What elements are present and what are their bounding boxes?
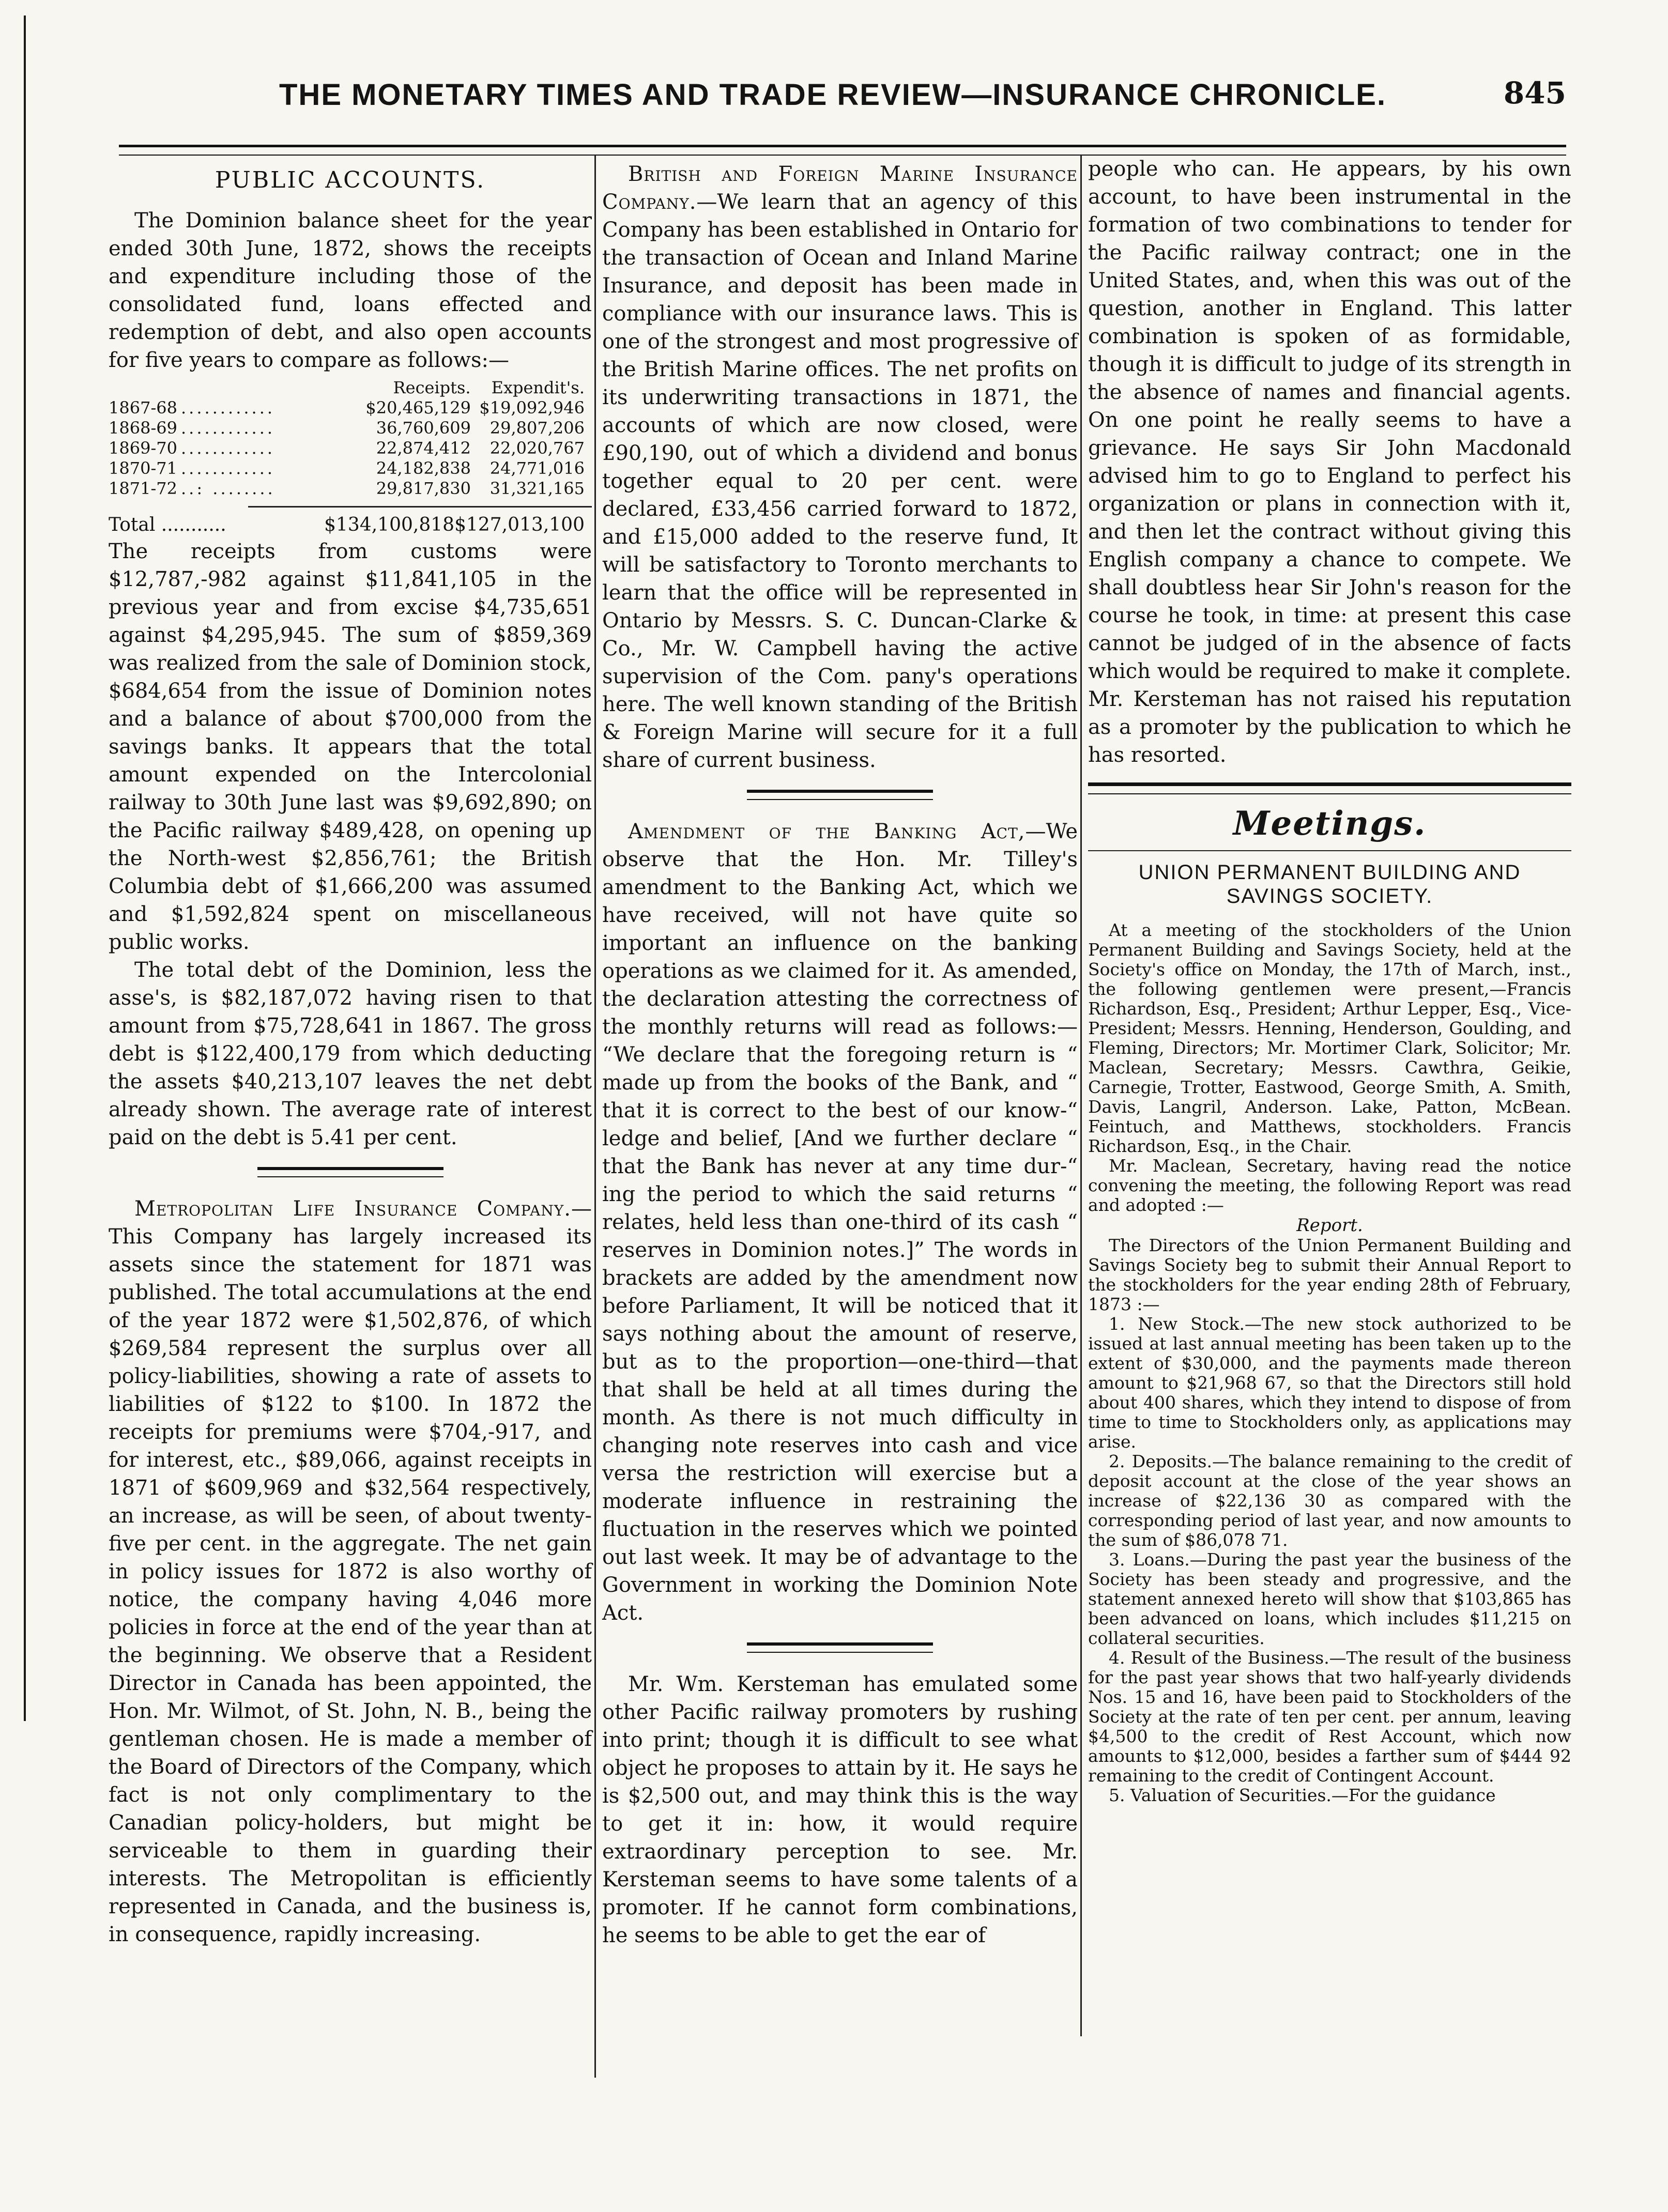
- column-1: [109, 155, 592, 1948]
- public-accounts-para2: The total debt of the Dominion, less the asse's, is $82,187,072 having risen to that amount from $75,728,641 in 1867. The gross debt is $122,400,179 from which deducting the assets $40,213,107 leaves the net debt already shown. The average rate of interest paid on the debt is 5.41 per cent.: [109, 958, 592, 1149]
- running-title: THE MONETARY TIMES AND TRADE REVIEW—INSURANCE CHRONICLE.: [279, 78, 1387, 112]
- british-foreign-text: —We learn that an agency of this Company has been established in Ontario for the transaction of Ocean and Inland Marine Insurance, and deposit has been made in compliance with our insurance laws. This is one of the strongest and most progressive of the British Marine offices. The net profits on its underwriting transactions in 1871, the accounts of which are now closed, were £90,190, out of which a dividend and bonus together equal to 20 per cent. were declared, £33,456 carried forward to 1872, and £15,000 added to the reserve fund, It will be satisfactory to Toronto merchants to learn that the office will be represented in Ontario by Messrs. S. C. Duncan-Clarke & Co., Mr. W. Campbell having the active supervision of the Com. pany's operations here. The well known standing of the British & Foreign Marine will secure for it a full share of current business.: [602, 190, 1078, 772]
- row-expend: 22,020,767: [489, 438, 585, 458]
- table-total-row: [109, 506, 592, 537]
- section-separator: [1088, 782, 1571, 794]
- page-number: 845: [1503, 75, 1566, 111]
- col-receipts-header: Receipts.: [393, 378, 471, 397]
- row-receipts: $20,465,129: [365, 398, 471, 418]
- thin-rule: [1088, 850, 1571, 851]
- total-expend: $127,013,100: [454, 514, 585, 535]
- row-expend: 24,771,016: [489, 458, 585, 478]
- metropolitan-article: [109, 1195, 592, 1948]
- row-year: 1869-70: [109, 438, 177, 458]
- kersteman-article: Mr. Wm. Kersteman has emulated some other Pacific railway promoters by rushing into print; though it is difficult to see what object he proposes to attain by it. He says he is $2,500 out, and may think this is the way to get it in: how, it would require extraordinary perception to see. Mr. Kersteman seems to have some talents of a promoter. If he cannot form combinations, he seems to be able to get the ear of: [602, 1672, 1078, 1947]
- union-para: 5. Valuation of Securities.—For the guidance: [1109, 1785, 1496, 1805]
- column-2: [602, 155, 1078, 1949]
- union-para: 3. Loans.—During the past year the business of the Society has been steady and progressive, and the statement annexed hereto will show that $103,865 has been advanced on loans, which includes $11,215 on collateral securities.: [1088, 1549, 1571, 1648]
- union-para: 2. Deposits.—The balance remaining to the credit of deposit account at the close of the year shows an increase of $22,136 30 as compared with the corresponding period of last year, and now amounts to the sum of $86,078 71.: [1088, 1451, 1571, 1550]
- table-row: [109, 479, 592, 499]
- header-rule: [119, 145, 1566, 156]
- total-label: Total ...........: [109, 514, 226, 535]
- table-row: [109, 398, 592, 418]
- union-para: At a meeting of the stockholders of the Union Permanent Building and Savings Society, held at the Society's office on Monday, the 17th of March, inst., the following gentlemen were present,—Francis Richardson, Esq., President; Arthur Lepper, Esq., Vice-President; Messrs. Henning, Henderson, Goulding, and Fleming, Directors; Mr. Mortimer Clark, Solicitor; Mr. Maclean, Secretary; Messrs. Cawthra, Geikie, Carnegie, Trotter, Eastwood, George Smith, A. Smith, Davis, Langril, Anderson. Lake, Patton, McBean. Feintuch, and Matthews, stockholders. Francis Richardson, Esq., in the Chair.: [1088, 920, 1571, 1156]
- page-header: [119, 72, 1566, 129]
- union-para: Mr. Maclean, Secretary, having read the notice convening the meeting, the following Report was read and adopted :—: [1088, 1156, 1571, 1215]
- section-separator: [257, 1167, 443, 1177]
- row-leader: ..: ........: [181, 479, 276, 498]
- row-receipts: 36,760,609: [376, 418, 471, 438]
- table-row: [109, 458, 592, 479]
- union-para: 1. New Stock.—The new stock authorized to be issued at last annual meeting has been taken up to the extent of $30,000, and the payments made thereon amount to $21,968 67, so that the Directors still hold about 400 shares, which they intend to dispose of from time to time to Stockholders only, as applications may arise.: [1088, 1314, 1571, 1452]
- row-year: 1871-72: [109, 479, 177, 498]
- column-divider-1: [594, 155, 596, 2078]
- banking-act-text: —We observe that the Hon. Mr. Tilley's amendment to the Banking Act, which we have received, will not have quite so important an influence on the banking operations as we claimed for it. As amended, the declaration attesting the correctness of the monthly returns will read as follows:— “We declare that the foregoing return is “ made up from the books of the Bank, and “ that it is correct to the best of our know-“ ledge and belief, [And we further declare “ that the Bank has never at any time dur-“ ing the period to which the said returns “ relates, held less than one-third of its cash “ reserves in Dominion notes.]” The words in brackets are added by the amendment now before Parliament, It will be noticed that it says nothing about the amount of reserve, but as to the proportion—one-third—that that shall be held at all times during the month. As there is not much difficulty in changing note reserves into cash and vice versa the restriction will exercise but a moderate influence in restraining the fluctuation in the reserves which we pointed out last week. It may be of advantage to the Government in working the Dominion Note Act.: [602, 820, 1078, 1625]
- row-receipts: 22,874,412: [376, 438, 471, 458]
- row-expend: 29,807,206: [489, 418, 585, 438]
- column-3: [1088, 155, 1571, 1805]
- union-para: The Directors of the Union Permanent Building and Savings Society beg to submit their Annual Report to the stockholders for the year ending 28th of February, 1873 :—: [1088, 1235, 1571, 1314]
- row-leader: ............: [181, 398, 276, 418]
- public-accounts-intro: The Dominion balance sheet for the year ended 30th June, 1872, shows the receipts and expenditure including those of the consolidated fund, loans effected and redemption of debt, and also open accounts for five years to compare as follows:—: [109, 209, 592, 372]
- column-divider-2: [1080, 155, 1082, 2036]
- meetings-heading: Meetings.: [1233, 804, 1427, 843]
- row-leader: ............: [181, 458, 276, 478]
- british-foreign-article: [602, 160, 1078, 774]
- row-year: 1867-68: [109, 398, 177, 418]
- kersteman-continued: people who can. He appears, by his own account, to have been instrumental in the formation of two combinations to tender for the Pacific railway contract; one in the United States, and, when this was out of the question, another in England. This latter combination is spoken of as formidable, though it is difficult to judge of its strength in the absence of names and financial agents. On one point he really seems to have a grievance. He says Sir John Macdonald advised him to go to England to perfect his organization or plans in connection with it, and then let the contract without giving this English company a chance to compete. We shall doubtless hear Sir John's reason for the course he took, in time: at present this case cannot be judged of in the absence of facts which would be required to make it complete. Mr. Kersteman has not raised his reputation as a promoter by the publication to which he has resorted.: [1088, 157, 1571, 767]
- row-receipts: 29,817,830: [376, 479, 471, 498]
- col-expend-header: Expendit's.: [491, 378, 585, 397]
- accounts-table: [109, 377, 592, 537]
- banking-act-article: [602, 818, 1078, 1627]
- section-separator: [747, 790, 933, 800]
- public-accounts-title: PUBLIC ACCOUNTS.: [215, 167, 486, 193]
- row-expend: $19,092,946: [479, 398, 585, 418]
- public-accounts-para1: The receipts from customs were $12,787,-982 against $11,841,105 in the previous year and from excise $4,735,651 against $4,295,945. The sum of $859,369 was realized from the sale of Dominion stock, $684,654 from the issue of Dominion notes and a balance of about $700,000 from the savings banks. It appears that the total amount expended on the Intercolonial railway to 30th June last was $9,692,890; on the Pacific railway $489,428, on opening up the North-west $2,856,761; the British Columbia debt of $1,666,200 was assumed and $1,592,824 spent on miscellaneous public works.: [109, 540, 592, 954]
- report-title: Report.: [1296, 1215, 1363, 1236]
- row-year: 1870-71: [109, 458, 177, 478]
- accounts-table-header: [109, 377, 592, 398]
- union-para: 4. Result of the Business.—The result of the business for the past year shows that two half-yearly dividends Nos. 15 and 16, have been paid to Stockholders of the Society at the rate of ten per cent. per annum, leaving $4,500 to the credit of Rest Account, which now amounts to $12,000, besides a farther sum of $444 92 remaining to the credit of Contingent Account.: [1088, 1648, 1571, 1786]
- row-leader: ............: [181, 418, 276, 438]
- row-leader: ............: [181, 438, 276, 458]
- total-receipts: $134,100,818: [324, 514, 455, 535]
- table-row: [109, 438, 592, 458]
- union-society-title: UNION PERMANENT BUILDING AND SAVINGS SOCIETY.: [1138, 861, 1521, 908]
- metropolitan-text: —This Company has largely increased its assets since the statement for 1871 was published. The total accumulations at the end of the year 1872 were $1,502,876, of which $269,584 represent the surplus over all policy-liabilities, showing a rate of assets to liabilities of $122 to $100. In 1872 the receipts for premiums were $704,-917, and for interest, etc., $89,066, against receipts in 1871 of $609,969 and $32,564 respectively, an increase, as will be seen, of about twenty-five per cent. in the aggregate. The net gain in policy issues for 1872 is also worthy of notice, the company having 4,046 more policies in force at the end of the year than at the beginning. We observe that a Resident Director in Canada has been appointed, the Hon. Mr. Wilmot, of St. John, N. B., being the gentleman chosen. He is made a member of the Board of Directors of the Company, which fact is not only complimentary to the Canadian policy-holders, but might be serviceable to them in guarding their interests. The Metropolitan is efficiently represented in Canada, and the business is, in consequence, rapidly increasing.: [109, 1197, 592, 1946]
- section-separator: [747, 1642, 933, 1653]
- british-foreign-heading: British and Foreign Marine Insurance Company.: [602, 162, 1078, 214]
- left-margin-rule: [24, 16, 26, 1721]
- row-receipts: 24,182,838: [376, 458, 471, 478]
- row-year: 1868-69: [109, 418, 177, 438]
- banking-act-heading: Amendment of the Banking Act,: [628, 820, 1026, 843]
- row-expend: 31,321,165: [489, 479, 585, 498]
- union-report: [1088, 920, 1571, 1805]
- table-row: [109, 418, 592, 438]
- metropolitan-heading: Metropolitan Life Insurance Company.: [134, 1197, 571, 1221]
